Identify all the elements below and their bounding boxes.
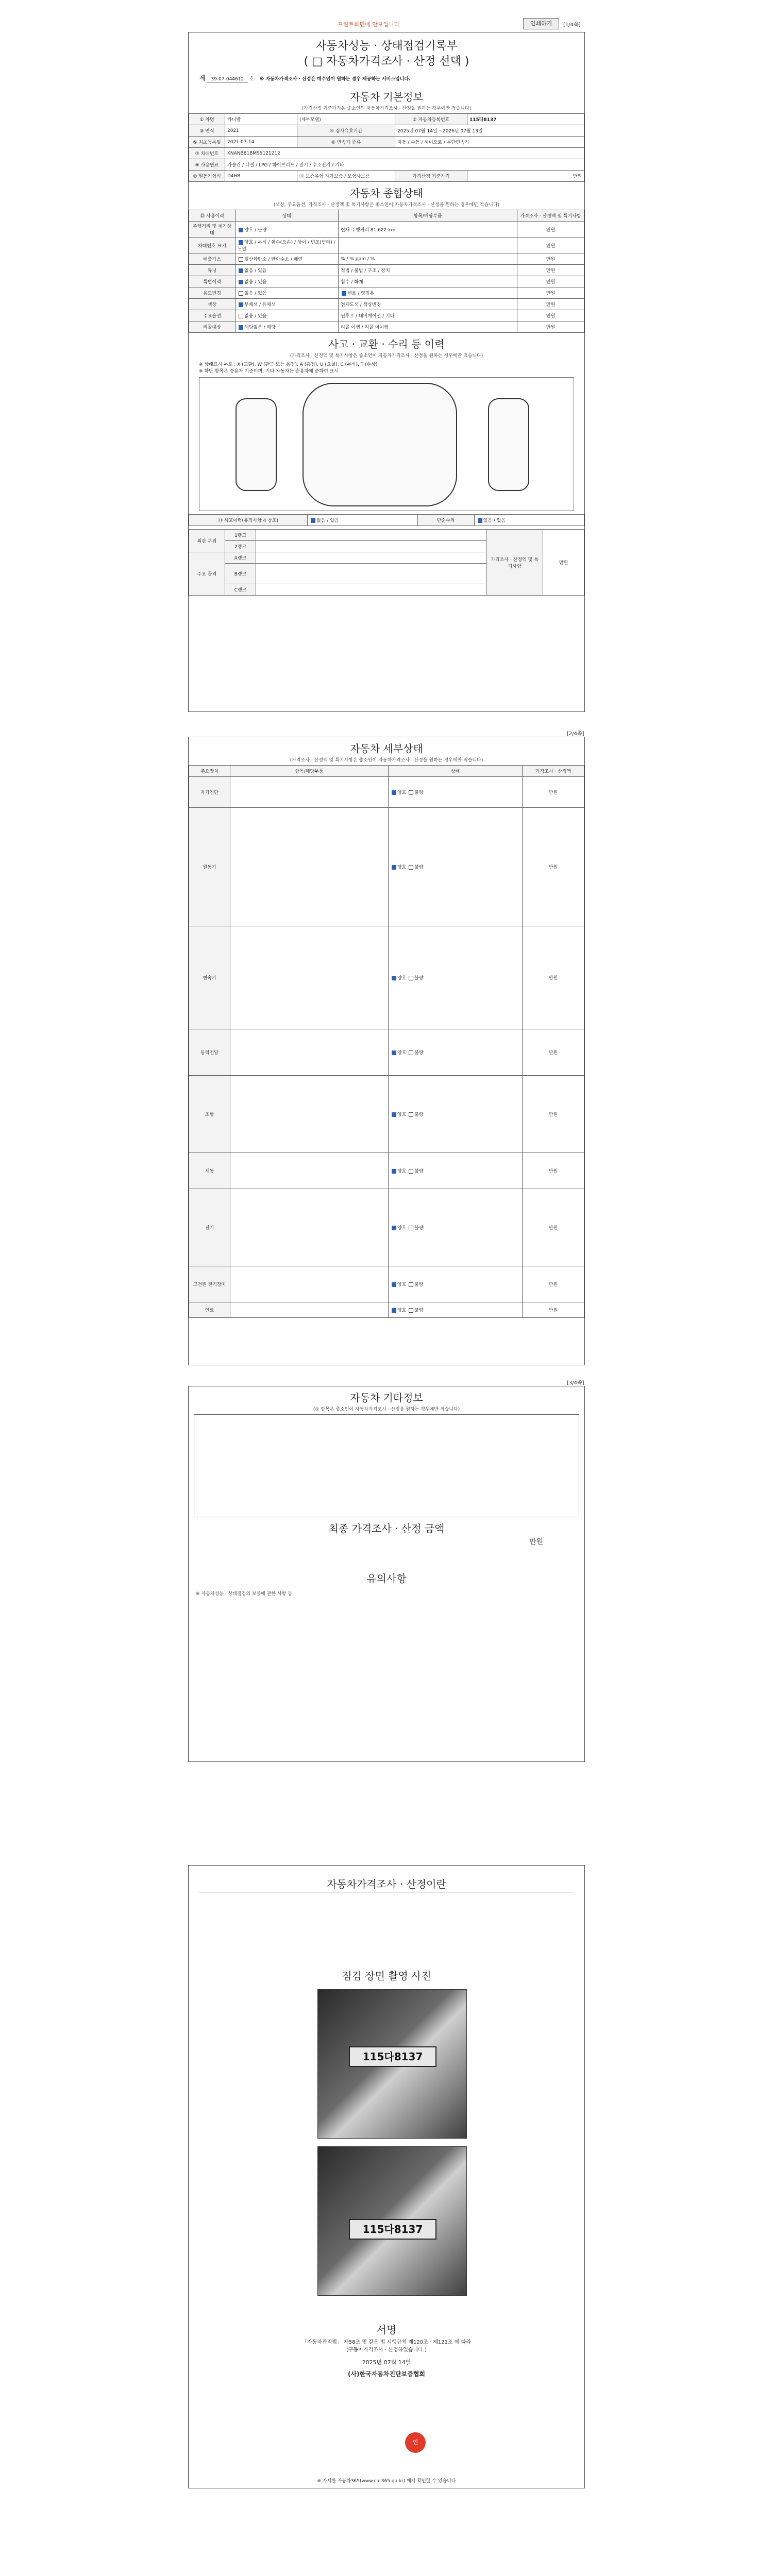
- car-photo-rear: [317, 2146, 467, 2296]
- cell-value: 적법 / 불법 / 구조 / 장치: [339, 265, 517, 276]
- table-row: [189, 287, 584, 299]
- row-label: 외판 부위: [189, 530, 225, 552]
- doc-no-suffix: 호: [249, 77, 254, 82]
- cell-text: 무채색 / 유채색: [244, 302, 276, 308]
- sign-bottom: ※ 자세한 자동차365(www.car365.go.kr) 에서 확인할 수 있습니다: [317, 2479, 456, 2484]
- overall-title: 자동차 종합상태: [350, 187, 423, 199]
- accident-legend: ※ 상태표시 부호 : X (교환), W (판금 또는 용접), A (흠집), U (요철), C (부식), T (손상): [199, 362, 378, 367]
- cell-text: 양호: [397, 1112, 407, 1117]
- table-row: [189, 171, 584, 182]
- page-number-3: [3/4쪽]: [567, 1380, 584, 1386]
- basic-title: 자동차 기본정보: [350, 91, 423, 103]
- checkbox[interactable]: [239, 257, 243, 262]
- car-right-side-icon: [488, 398, 529, 491]
- cell-value: 리콜 이행 / 리콜 미이행: [339, 321, 517, 333]
- cell-value: 만원: [517, 321, 584, 333]
- cell-value: 만원: [517, 265, 584, 276]
- detail-title: 자동차 세부상태: [350, 742, 423, 755]
- cell-text: 양호: [397, 1050, 407, 1056]
- cell-value: [256, 530, 486, 541]
- info-title: 자동차가격조사 · 산정이란: [199, 1873, 574, 1892]
- row-label: 배출가스: [189, 253, 236, 265]
- checkbox[interactable]: [409, 976, 413, 980]
- row-label: 주요옵션: [189, 310, 236, 321]
- checkbox[interactable]: [392, 1308, 396, 1313]
- cell-value: 2021-07-14: [225, 137, 297, 148]
- cell-value: [256, 541, 486, 552]
- column-header: ⑫ 사용이력: [189, 210, 236, 222]
- cell-value: 카니발: [225, 114, 297, 125]
- row-label: 튜닝: [189, 265, 236, 276]
- cell-text: 불량: [414, 976, 424, 981]
- checkbox[interactable]: [239, 325, 243, 330]
- cell-value: [236, 276, 339, 287]
- table-row: [189, 808, 584, 926]
- cell-label: ① 차명: [189, 114, 225, 125]
- cell-text: 불량: [414, 790, 424, 795]
- row-label: 주요 골격: [189, 552, 225, 596]
- notice-title: 유의사항: [366, 1572, 407, 1585]
- table-row: [189, 310, 584, 321]
- cell-value: [389, 1302, 523, 1318]
- doc-number-line: [189, 70, 584, 86]
- cell-text: 렌트 / 영업용: [347, 291, 375, 296]
- cell-text: 불량: [414, 865, 424, 870]
- doc-header: [189, 32, 584, 86]
- table-row: [189, 321, 584, 333]
- rank-label: 2랭크: [225, 541, 256, 552]
- rank-label: 1랭크: [225, 530, 256, 541]
- table-row: [189, 125, 584, 137]
- row-label: 조향: [189, 1076, 230, 1153]
- checkbox[interactable]: [409, 790, 413, 795]
- table-row: [189, 530, 584, 541]
- cell-text: 불량: [414, 1308, 424, 1313]
- page-3: [188, 1386, 585, 1762]
- cell-value: [389, 1076, 523, 1153]
- table-row: [189, 1153, 584, 1189]
- cell-value: 만원: [523, 777, 584, 808]
- cell-value: [256, 584, 486, 596]
- table-row: [189, 238, 584, 253]
- cell-text: 양호: [397, 865, 407, 870]
- cell-value: [236, 238, 339, 253]
- checkbox[interactable]: [409, 865, 413, 870]
- cell-value: [474, 515, 584, 526]
- cell-text: 양호: [397, 976, 407, 981]
- rank-table: [189, 529, 584, 596]
- table-row: [189, 137, 584, 148]
- accident-legend-2: ※ 하단 항목은 승용차 기준이며, 기타 자동차는 승용차에 준하여 표시: [199, 369, 339, 374]
- top-bar: [188, 18, 585, 33]
- row-label: 동력전달: [189, 1029, 230, 1076]
- car-left-side-icon: [236, 398, 277, 491]
- checkbox[interactable]: [392, 976, 396, 980]
- cell-value: D4HB: [225, 171, 297, 182]
- cell-text: 불량: [414, 1226, 424, 1231]
- cell-value: 만원: [523, 808, 584, 926]
- cell-value: 만원: [517, 310, 584, 321]
- accident-sub: (가격조사 · 산정액 및 특기사항은 좋소인이 자동차가격조사 · 산정을 원하는 경우에만 적습니다): [290, 353, 483, 359]
- row-label: 자기진단: [189, 777, 230, 808]
- checkbox[interactable]: [392, 1050, 396, 1055]
- accident-title: 사고 · 교환 · 수리 등 이력: [328, 338, 445, 350]
- cell-text: 불량: [414, 1112, 424, 1117]
- cell-text: 없음 / 있음: [483, 518, 506, 523]
- cell-value: [339, 238, 517, 253]
- cell-text: 해당없음 / 해당: [244, 325, 276, 330]
- cell-value: [389, 1266, 523, 1302]
- row-label: 고전원 전기장치: [189, 1266, 230, 1302]
- cell-value: 전체도색 / 색상변경: [339, 299, 517, 310]
- column-header: 상태: [236, 210, 339, 222]
- car-top-view-icon: [303, 383, 457, 506]
- overall-table: [189, 210, 584, 333]
- sign-date: 2025년 07월 14일: [362, 2359, 411, 2366]
- row-label: 차대번호 표기: [189, 238, 236, 253]
- cell-value: [230, 926, 389, 1029]
- page-number: [1/4쪽]: [563, 22, 581, 28]
- cell-text: 양호 / 불량: [244, 227, 267, 233]
- sign-org: (사)한국자동차진단보증협회: [347, 2370, 426, 2378]
- cell-value: 현재 주행거리 81,622 km: [339, 222, 517, 238]
- cell-value: 만원: [523, 1029, 584, 1076]
- cell-value: 만원: [523, 1266, 584, 1302]
- rank-label: B랭크: [225, 564, 256, 584]
- car-diagram: [199, 377, 574, 511]
- cell-value: [236, 222, 339, 238]
- cell-label: ⑨ 사용연료: [189, 159, 225, 171]
- cell-value: [308, 515, 418, 526]
- column-header: 항목/해당부품: [339, 210, 517, 222]
- cell-text: 양호: [397, 1169, 407, 1174]
- print-button[interactable]: 인쇄하기: [523, 18, 559, 29]
- cell-value: 만원: [517, 222, 584, 238]
- etc-sub: (① 항목은 좋소인이 자동차가격조사 · 산정을 원하는 경우에만 적습니다): [313, 1407, 460, 1412]
- cell-text: 없음 / 있음: [244, 280, 267, 285]
- cell-text: 없음 / 있음: [244, 291, 267, 296]
- cell-value: [230, 1076, 389, 1153]
- cell-value: [389, 808, 523, 926]
- checkbox[interactable]: [239, 228, 243, 232]
- cell-value: 만원: [517, 238, 584, 253]
- cell-value: [389, 1189, 523, 1266]
- doc-no-label: 제: [199, 75, 206, 82]
- checkbox[interactable]: [239, 240, 243, 245]
- checkbox[interactable]: [409, 1050, 413, 1055]
- cell-value: 만원: [523, 926, 584, 1029]
- etc-title: 자동차 기타정보: [350, 1392, 423, 1404]
- cell-value: 만원: [467, 171, 584, 182]
- cell-label: (세부모델): [297, 114, 395, 125]
- cell-value: 썬루프 / 네비게이션 / 기타: [339, 310, 517, 321]
- row-label: 주행거리 및 계기상태: [189, 222, 236, 238]
- cell-value: 만원: [523, 1153, 584, 1189]
- cell-value: [230, 808, 389, 926]
- checkbox[interactable]: [409, 1226, 413, 1230]
- cell-value: [389, 926, 523, 1029]
- detail-sub: (가격조사 · 산정액 및 특기사항은 좋소인이 자동차가격조사 · 산정을 원하는 경우에만 적습니다): [290, 758, 483, 763]
- row-label: ⑬ 사고이력(유의사항 4 참조): [189, 515, 308, 526]
- cell-label: 가격산정 기준가격: [395, 171, 467, 182]
- checkbox[interactable]: [478, 518, 482, 523]
- column-header: 상태: [389, 766, 523, 777]
- checkbox[interactable]: [239, 302, 243, 307]
- cell-text: 양호: [397, 1282, 407, 1287]
- cell-value: [389, 777, 523, 808]
- cell-value: [389, 1153, 523, 1189]
- row-label: 색상: [189, 299, 236, 310]
- cell-value: 만원: [543, 530, 584, 596]
- car-photo-front: [317, 1989, 467, 2139]
- row-label: 용도변경: [189, 287, 236, 299]
- row-label: 제동: [189, 1153, 230, 1189]
- doc-no: 39-07-044612: [207, 77, 248, 82]
- cell-label: ⑦ 차대번호: [189, 148, 225, 159]
- table-row: [189, 1076, 584, 1153]
- table-row: [189, 1266, 584, 1302]
- table-row: [189, 159, 584, 171]
- photo-title: 점검 장면 촬영 사진: [342, 1970, 431, 1982]
- cell-text: 불량: [414, 1282, 424, 1287]
- price-title: 최종 가격조사 · 산정 금액: [328, 1522, 445, 1535]
- row-label: 변속기: [189, 926, 230, 1029]
- cell-value: 만원: [517, 253, 584, 265]
- cell-value: [236, 321, 339, 333]
- checkbox[interactable]: [239, 268, 243, 273]
- etc-table: [194, 1414, 579, 1517]
- checkbox[interactable]: [311, 518, 315, 523]
- cell-value: 2025년 07월 14일 ~2026년 07월 13일: [395, 125, 584, 137]
- accident-history-table: [189, 514, 584, 526]
- table-row: [189, 210, 584, 222]
- cell-value: [230, 777, 389, 808]
- cell-value: KNANB81BMS5121212: [225, 148, 584, 159]
- cell-value: [230, 1189, 389, 1266]
- overall-sub: (색상, 주요옵션, 가격조사 · 산정액 및 특기사항은 좋소인이 자동차가격조사 · 산정을 원하는 경우에만 적습니다): [273, 202, 500, 208]
- table-row: [189, 1302, 584, 1318]
- cell-value: 만원: [523, 1076, 584, 1153]
- checkbox[interactable]: [392, 790, 396, 795]
- cell-value: [236, 310, 339, 321]
- cell-value: [236, 265, 339, 276]
- cell-label: ⑥ 변속기 종류: [297, 137, 395, 148]
- cell-value: 만원: [517, 299, 584, 310]
- row-label: 리콜대상: [189, 321, 236, 333]
- column-header: 주요장치: [189, 766, 230, 777]
- checkbox[interactable]: [392, 1282, 396, 1287]
- cell-text: 불량: [414, 1169, 424, 1174]
- checkbox[interactable]: [392, 1169, 396, 1174]
- plate-number: 115다8137: [467, 114, 584, 125]
- basic-table: [189, 113, 584, 182]
- table-row: [189, 222, 584, 238]
- row-label: 원동기: [189, 808, 230, 926]
- cell-value: [230, 1302, 389, 1318]
- cell-value: [230, 1153, 389, 1189]
- detail-table: [189, 765, 584, 1318]
- checkbox[interactable]: [239, 314, 243, 318]
- cell-text: 양호: [397, 1226, 407, 1231]
- cell-value: % / % ppm / %: [339, 253, 517, 265]
- cell-value: [230, 1266, 389, 1302]
- cell-value: 만원: [517, 287, 584, 299]
- cell-text: 없음 / 있음: [244, 268, 267, 274]
- column-header: 가격조사 · 산정액: [523, 766, 584, 777]
- basic-sub: (가격산정 기준가격은 좋소인의 자동차가격조사 · 산정을 원하는 경우에만 적습니다): [301, 106, 472, 111]
- cell-value: 자동 / 수동 / 세미오토 / 무단변속기: [395, 137, 584, 148]
- cell-value: [230, 1029, 389, 1076]
- rank-label: A랭크: [225, 552, 256, 564]
- checkbox[interactable]: [392, 865, 396, 870]
- notice-text: ※ 자동차성능 · 상태점검의 보증에 관한 사항 등: [196, 1591, 292, 1597]
- plate-front: 115다8137: [349, 2046, 436, 2067]
- table-row: [189, 253, 584, 265]
- sign-law: 「자동차관리법」 제58조 및 같은 법 시행규칙 제120조 · 제121조 에 따라: [301, 2340, 472, 2345]
- cell-value: [256, 552, 486, 564]
- cell-value: 2021: [225, 125, 297, 137]
- table-row: [189, 299, 584, 310]
- cell-label: ⑪ 보증유형: [299, 174, 324, 179]
- table-row: [189, 1029, 584, 1076]
- checkbox[interactable]: [392, 1112, 396, 1117]
- column-header: 가격조사 · 산정액 및 특기사항: [517, 210, 584, 222]
- cell-value: [389, 1029, 523, 1076]
- cell-value: [339, 287, 517, 299]
- rank-label: C랭크: [225, 584, 256, 596]
- print-note: 프린트화면에 안보입니다: [338, 21, 400, 28]
- checkbox[interactable]: [392, 1226, 396, 1230]
- checkbox[interactable]: [239, 291, 243, 296]
- sign-title: 서명: [376, 2324, 397, 2336]
- cell-label: ③ 연식: [189, 125, 225, 137]
- checkbox[interactable]: [409, 1282, 413, 1287]
- column-header: 항목/해당부품: [230, 766, 389, 777]
- table-row: [189, 777, 584, 808]
- page-1: [188, 32, 585, 712]
- table-row: [189, 276, 584, 287]
- plate-rear: 115다8137: [349, 2219, 436, 2240]
- cell-text: 양호 / 부식 / 훼손(오손) / 상이 / 변조(변타) / 도말: [238, 240, 335, 252]
- cell-value: [256, 564, 486, 584]
- cell-value: 만원: [523, 1189, 584, 1266]
- cell-text: 양호: [397, 1308, 407, 1313]
- doc-title: 자동차성능 · 상태점검기록부: [315, 40, 458, 53]
- cell-text: 없음 / 있음: [316, 518, 339, 523]
- cell-value: 가솔린 / 디젤 / LPG / 하이브리드 / 전기 / 수소전기 / 기타: [225, 159, 584, 171]
- table-row: [189, 515, 584, 526]
- table-row: [189, 114, 584, 125]
- checkbox[interactable]: [409, 1308, 413, 1313]
- price-unit: 만원: [529, 1538, 543, 1546]
- service-notice: ※ 자동차가격조사 · 산정은 매수인이 원하는 경우 제공하는 서비스입니다.: [259, 77, 411, 82]
- cell-label: ④ 검사유효기간: [297, 125, 395, 137]
- table-row: [189, 926, 584, 1029]
- seal-stamp: 인: [405, 2432, 426, 2453]
- cell-value: [236, 253, 339, 265]
- row-label: 가격조사 · 산정액 및 특기사항: [486, 530, 543, 596]
- cell-text: 불량: [414, 1050, 424, 1056]
- cell-label: ⑤ 최초등록일: [189, 137, 225, 148]
- table-row: [189, 148, 584, 159]
- table-row: [189, 766, 584, 777]
- table-row: [189, 1189, 584, 1266]
- row-label: 전기: [189, 1189, 230, 1266]
- row-label: 연료: [189, 1302, 230, 1318]
- cell-value: 침수 / 화재: [339, 276, 517, 287]
- cell-value: [236, 287, 339, 299]
- cell-value: 만원: [517, 276, 584, 287]
- row-label: 단순수리: [417, 515, 474, 526]
- table-row: [189, 265, 584, 276]
- checkbox[interactable]: [409, 1112, 413, 1117]
- cell-value: 자가보증 / 보험사보증: [325, 174, 370, 179]
- cell-label: ② 자동차등록번호: [395, 114, 467, 125]
- checkbox[interactable]: [342, 291, 346, 296]
- sign-law-2: (구동자가격조사 · 산정하였습니다.): [346, 2347, 427, 2353]
- cell-label: ⑩ 원동기형식: [189, 171, 225, 182]
- cell-text: 없음 / 있음: [244, 314, 267, 319]
- cell-value: [297, 171, 395, 182]
- cell-value: 만원: [523, 1302, 584, 1318]
- row-label: 특별이력: [189, 276, 236, 287]
- page-2: [188, 737, 585, 1365]
- cell-text: 일산화탄소 / 탄화수소 / 매연: [244, 257, 303, 262]
- checkbox[interactable]: [239, 280, 243, 284]
- cell-text: 양호: [397, 790, 407, 795]
- page-number-2: [2/4쪽]: [567, 731, 584, 737]
- doc-subtitle: ( □ 자동차가격조사 · 산정 선택 ): [304, 55, 469, 68]
- checkbox[interactable]: [409, 1169, 413, 1174]
- page-4: [188, 1865, 585, 2488]
- cell-value: [236, 299, 339, 310]
